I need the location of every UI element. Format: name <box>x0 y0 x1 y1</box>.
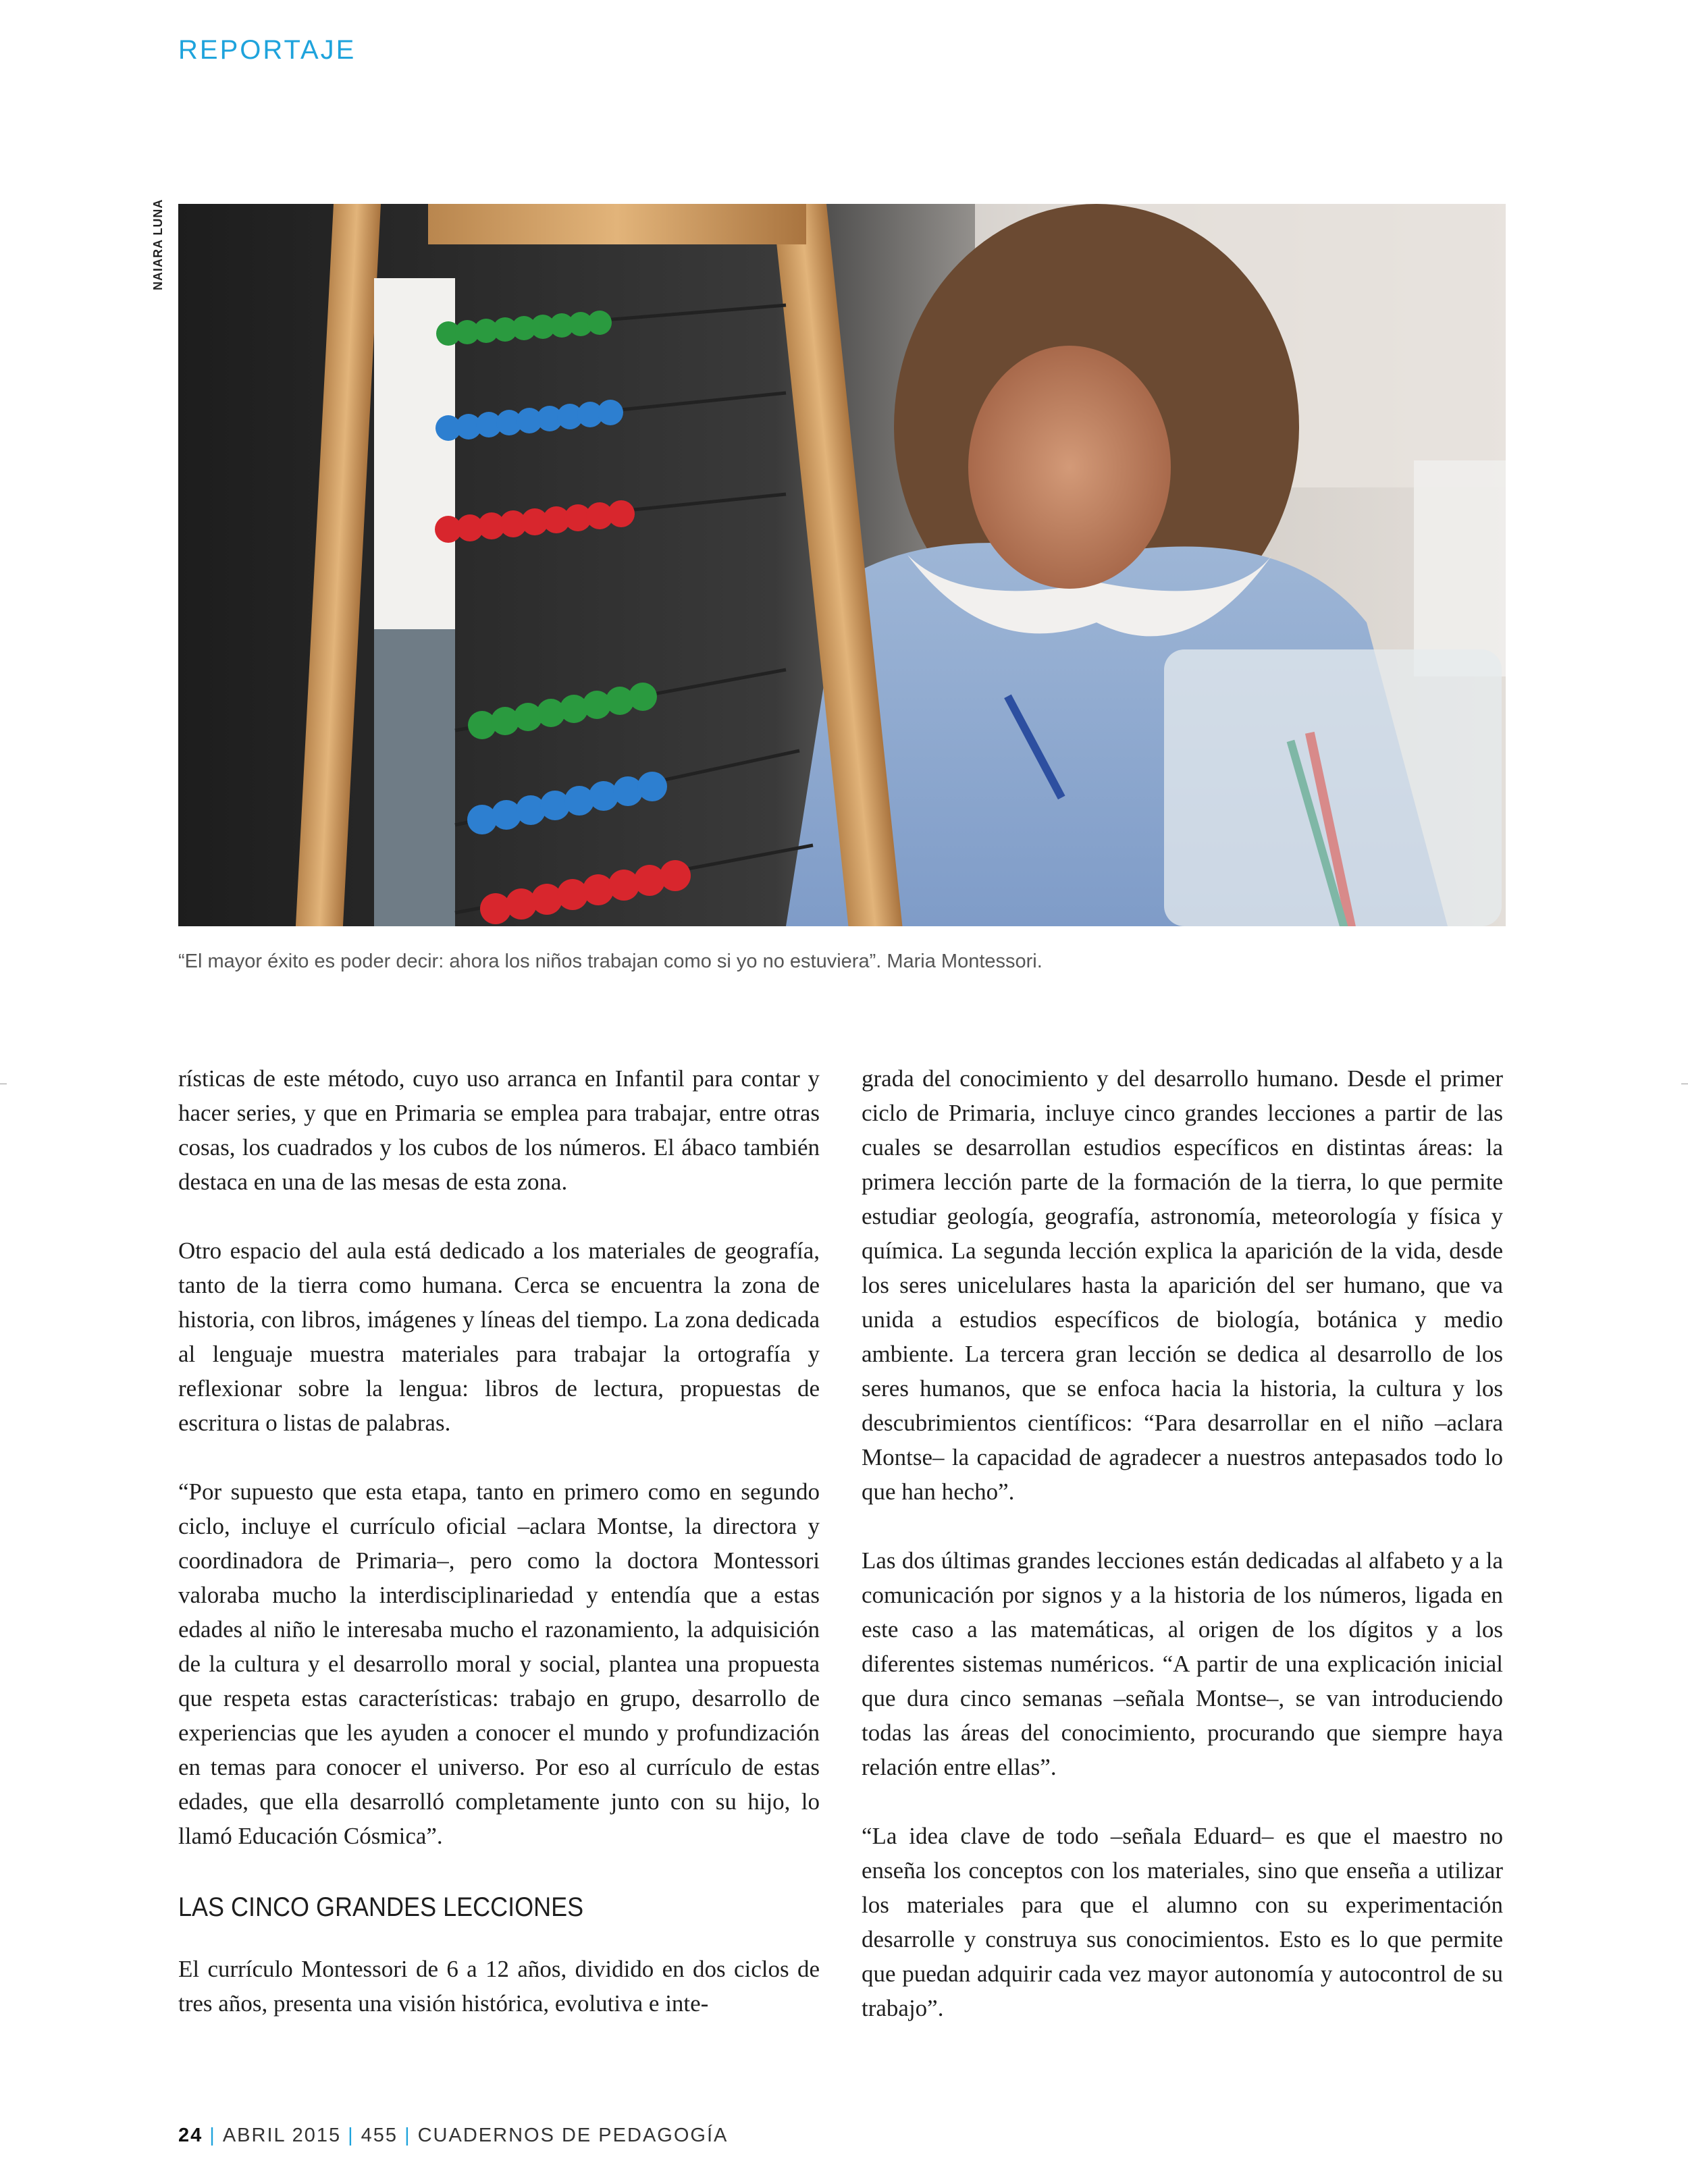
page-number: 24 <box>178 2125 203 2146</box>
article-photo <box>178 204 1506 926</box>
paragraph: “Por supuesto que esta etapa, tanto en primero como en segundo ciclo, incluye el currículo oficial –aclara Montse, la directora y coordinadora de Primaria–, pero como la doctora Montessori valoraba mucho la interdisciplinariedad y entendía que a estas edades al niño le interesaba mucho el razonamiento, la adquisición de la cultura y el desarrollo moral y social, plantea una propuesta que respeta estas características: trabajo en grupo, desarrollo de experiencias que les ayuden a conocer el mundo y profundización en temas para conocer el universo. Por eso al currículo de estas edades, que ella desarrolló completamente junto con su hijo, lo llamó Educación Cósmica”. <box>178 1479 820 1849</box>
photo-credit <box>151 198 172 297</box>
footer-separator: | <box>404 2125 411 2146</box>
paragraph: El currículo Montessori de 6 a 12 años, dividido en dos ciclos de tres años, presenta una visión histórica, evolutiva e inte- <box>178 1956 820 2017</box>
issue-date: ABRIL 2015 <box>222 2125 342 2146</box>
photo-credit-text: NAIARA LUNA <box>151 198 165 290</box>
footer-separator: | <box>348 2125 354 2146</box>
section-label: REPORTAJE <box>178 35 357 65</box>
photo-caption: “El mayor éxito es poder decir: ahora los niños trabajan como si yo no estuviera”. Maria Montessori. <box>178 951 1043 972</box>
issue-number: 455 <box>361 2125 398 2146</box>
paragraph: rísticas de este método, cuyo uso arranca en Infantil para contar y hacer series, y que en Primaria se emplea para trabajar, entre otras cosas, los cuadrados y los cubos de los números. El ábaco también destaca en una de las mesas de esta zona. <box>178 1065 820 1195</box>
photo-illustration <box>178 204 1506 926</box>
section-heading: LAS CINCO GRANDES LECCIONES <box>178 1892 584 1922</box>
paragraph: Otro espacio del aula está dedicado a los materiales de geografía, tanto de la tierra como humana. Cerca se encuentra la zona de historia, con libros, imágenes y líneas del tiempo. La zona dedicada al lenguaje muestra materiales para trabajar la ortografía y reflexionar sobre la lengua: libros de lectura, propuestas de escritura o listas de palabras. <box>178 1237 820 1436</box>
magazine-name: CUADERNOS DE PEDAGOGÍA <box>417 2125 729 2146</box>
page-footer <box>178 2125 728 2147</box>
article-column-right <box>862 1061 1503 2060</box>
paragraph: “La idea clave de todo –señala Eduard– es que el maestro no enseña los conceptos con los materiales, sino que enseña a utilizar los materiales para que el alumno con su experimentación desarrolle y construya sus conocimientos. Esto es lo que permite que puedan adquirir cada vez mayor autonomía y autocontrol de su trabajo”. <box>862 1823 1503 2021</box>
paragraph: Las dos últimas grandes lecciones están dedicadas al alfabeto y a la comunicación por signos y a la historia de los números, ligada en este caso a las matemáticas, al origen de los dígitos y a los diferentes sistemas numéricos. “A partir de una explicación inicial que dura cinco semanas –señala Montse–, se van introduciendo todas las áreas del conocimiento, procurando que siempre haya relación entre ellas”. <box>862 1547 1503 1780</box>
article-column-left <box>178 1061 820 2055</box>
footer-separator: | <box>209 2125 216 2146</box>
paragraph: grada del conocimiento y del desarrollo humano. Desde el primer ciclo de Primaria, incluye cinco grandes lecciones a partir de las cuales se desarrollan estudios específicos en distintas áreas: la primera lección parte de la formación de la tierra, lo que permite estudiar geología, geografía, astronomía, meteorología y física y química. La segunda lección explica la aparición de la vida, desde los seres unicelulares hasta la aparición del ser humano, que va unida a estudios específicos de biología, botánica y medio ambiente. La tercera gran lección se dedica al desarrollo de los seres humanos, que se enfoca hacia la historia, la cultura y los descubrimientos científicos: “Para desarrollar en el niño –aclara Montse– la capacidad de agradecer a nuestros antepasados todo lo que han hecho”. <box>862 1065 1503 1505</box>
